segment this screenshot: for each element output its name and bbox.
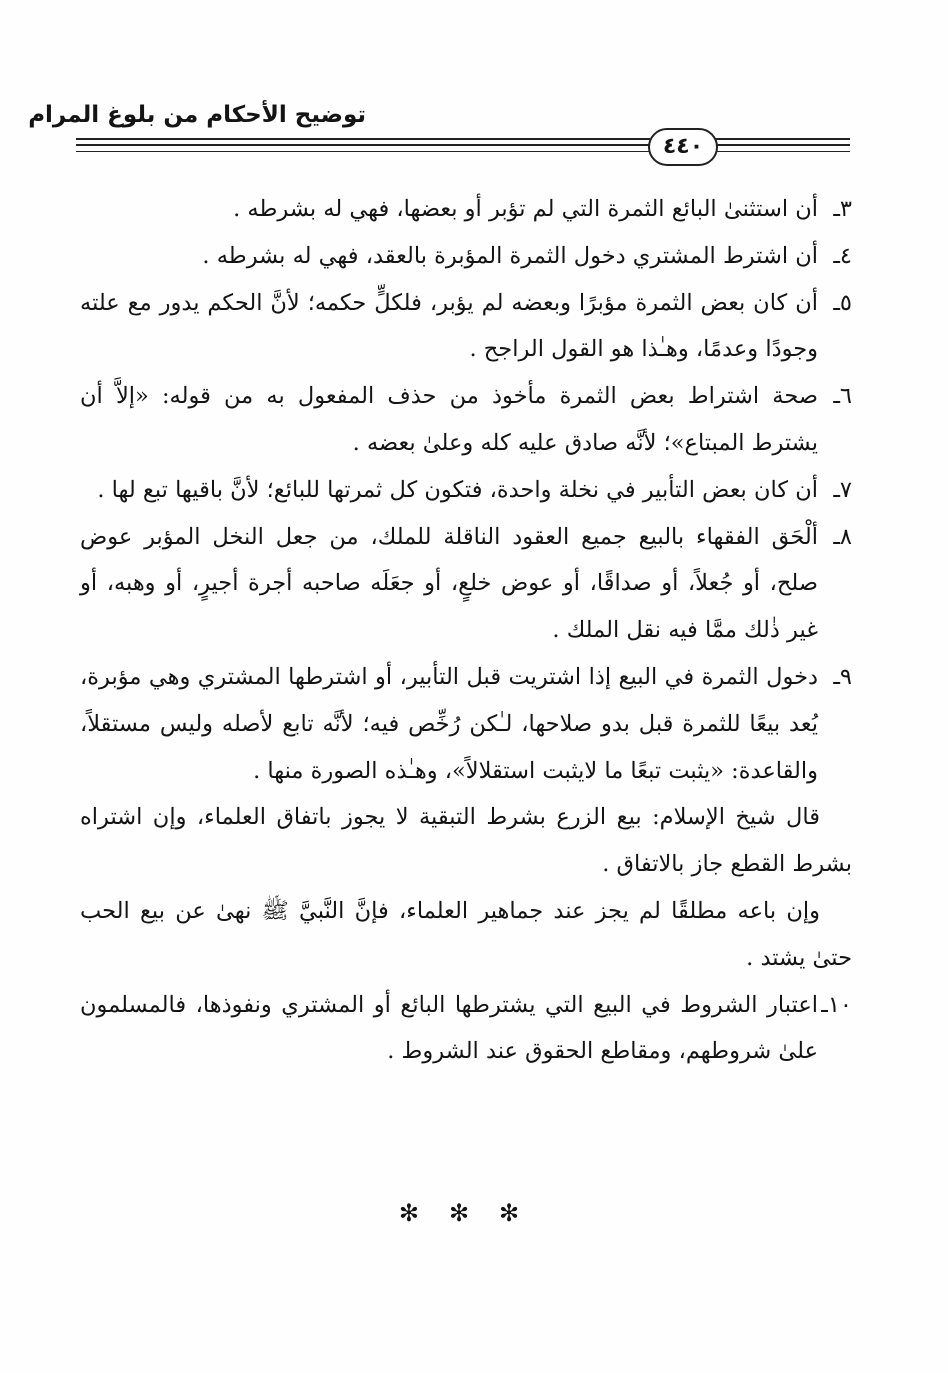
- item-number: ٨ـ: [833, 523, 852, 550]
- running-title: توضيح الأحكام من بلوغ المرام: [28, 102, 366, 128]
- header-rule-left-top: [76, 138, 650, 140]
- item-text: صحة اشتراط بعض الثمرة مأخوذ من حذف المفعول به من قوله: «إلاَّ أن يشترط المبتاع»؛ لأنَّه صادق عليه كله وعلىٰ بعضه .: [80, 383, 818, 456]
- header-rule-right-bottom: [712, 151, 850, 152]
- item-text: اعتبار الشروط في البيع التي يشترطها البائع أو المشتري ونفوذها، فالمسلمون علىٰ شروطهم، ومقاطع الحقوق عند الشروط .: [80, 991, 818, 1065]
- list-item: [80, 186, 852, 233]
- item-number: ٦ـ: [833, 383, 852, 410]
- item-number: ٧ـ: [833, 476, 852, 503]
- page-number: ٤٤٠: [648, 128, 718, 166]
- item-text: أن استثنىٰ البائع الثمرة التي لم تؤبر أو بعضها، فهي له بشرطه .: [233, 196, 818, 222]
- item-text: أن كان بعض التأبير في نخلة واحدة، فتكون كل ثمرتها للبائع؛ لأنَّ باقيها تبع لها .: [97, 476, 818, 503]
- item-number: ٣ـ: [833, 196, 852, 222]
- item-text: ألْحَق الفقهاء بالبيع جميع العقود الناقلة للملك، من جعل النخل المؤبر عوض صلح، أو جُعلاً، أو صداقًا، أو عوض خلعٍ، أو جعَلَه صاحبه أجرة أجيرٍ، أو وهبه، أو غير ذٰلك ممَّا فيه نقل الملك .: [80, 523, 818, 644]
- list-item: [80, 654, 852, 794]
- header-rule-right-top: [712, 138, 850, 140]
- item-number: ٥ـ: [833, 289, 852, 316]
- item-number: ١٠ـ: [821, 991, 852, 1018]
- page-body: [80, 186, 852, 1075]
- list-item: [80, 514, 852, 654]
- list-item: [80, 233, 852, 280]
- header-rule-left-middle: [76, 144, 650, 146]
- item-text: دخول الثمرة في البيع إذا اشتريت قبل التأبير، أو اشترطها المشتري وهي مؤبرة، يُعد بيعًا للثمرة قبل بدو صلاحها، لـٰكن رُخِّص فيه؛ لأنَّه تابع لأصله وليس مستقلاً، والقاعدة: «يثبت تبعًا ما لايثبت استقلالاً»، وهـٰذه الصورة منها .: [80, 663, 818, 784]
- header-rule-right-middle: [712, 144, 850, 146]
- item-number: ٤ـ: [833, 242, 852, 269]
- quote-paragraph: وإن باعه مطلقًا لم يجز عند جماهير العلماء، فإنَّ النَّبيَّ ﷺ نهىٰ عن بيع الحب حتىٰ يشتد .: [80, 897, 852, 971]
- list-item: [80, 467, 852, 514]
- quote-paragraph: قال شيخ الإسلام: بيع الزرع بشرط التبقية لا يجوز باتفاق العلماء، وإن اشتراه بشرط القطع جاز بالاتفاق .: [80, 804, 852, 878]
- item-text: أن اشترط المشتري دخول الثمرة المؤبرة بالعقد، فهي له بشرطه .: [202, 242, 818, 269]
- list-item: [80, 982, 852, 1076]
- list-item: [80, 280, 852, 374]
- list-item: [80, 373, 852, 467]
- header-rule-left-bottom: [76, 151, 650, 152]
- item-text: أن كان بعض الثمرة مؤبرًا وبعضه لم يؤبر، فلكلٍّ حكمه؛ لأنَّ الحكم يدور مع علته وجودًا وعدمًا، وهـٰذا هو القول الراجح .: [80, 289, 818, 363]
- item-number: ٩ـ: [833, 663, 852, 690]
- section-separator-stars: ✻✻✻: [398, 1199, 550, 1227]
